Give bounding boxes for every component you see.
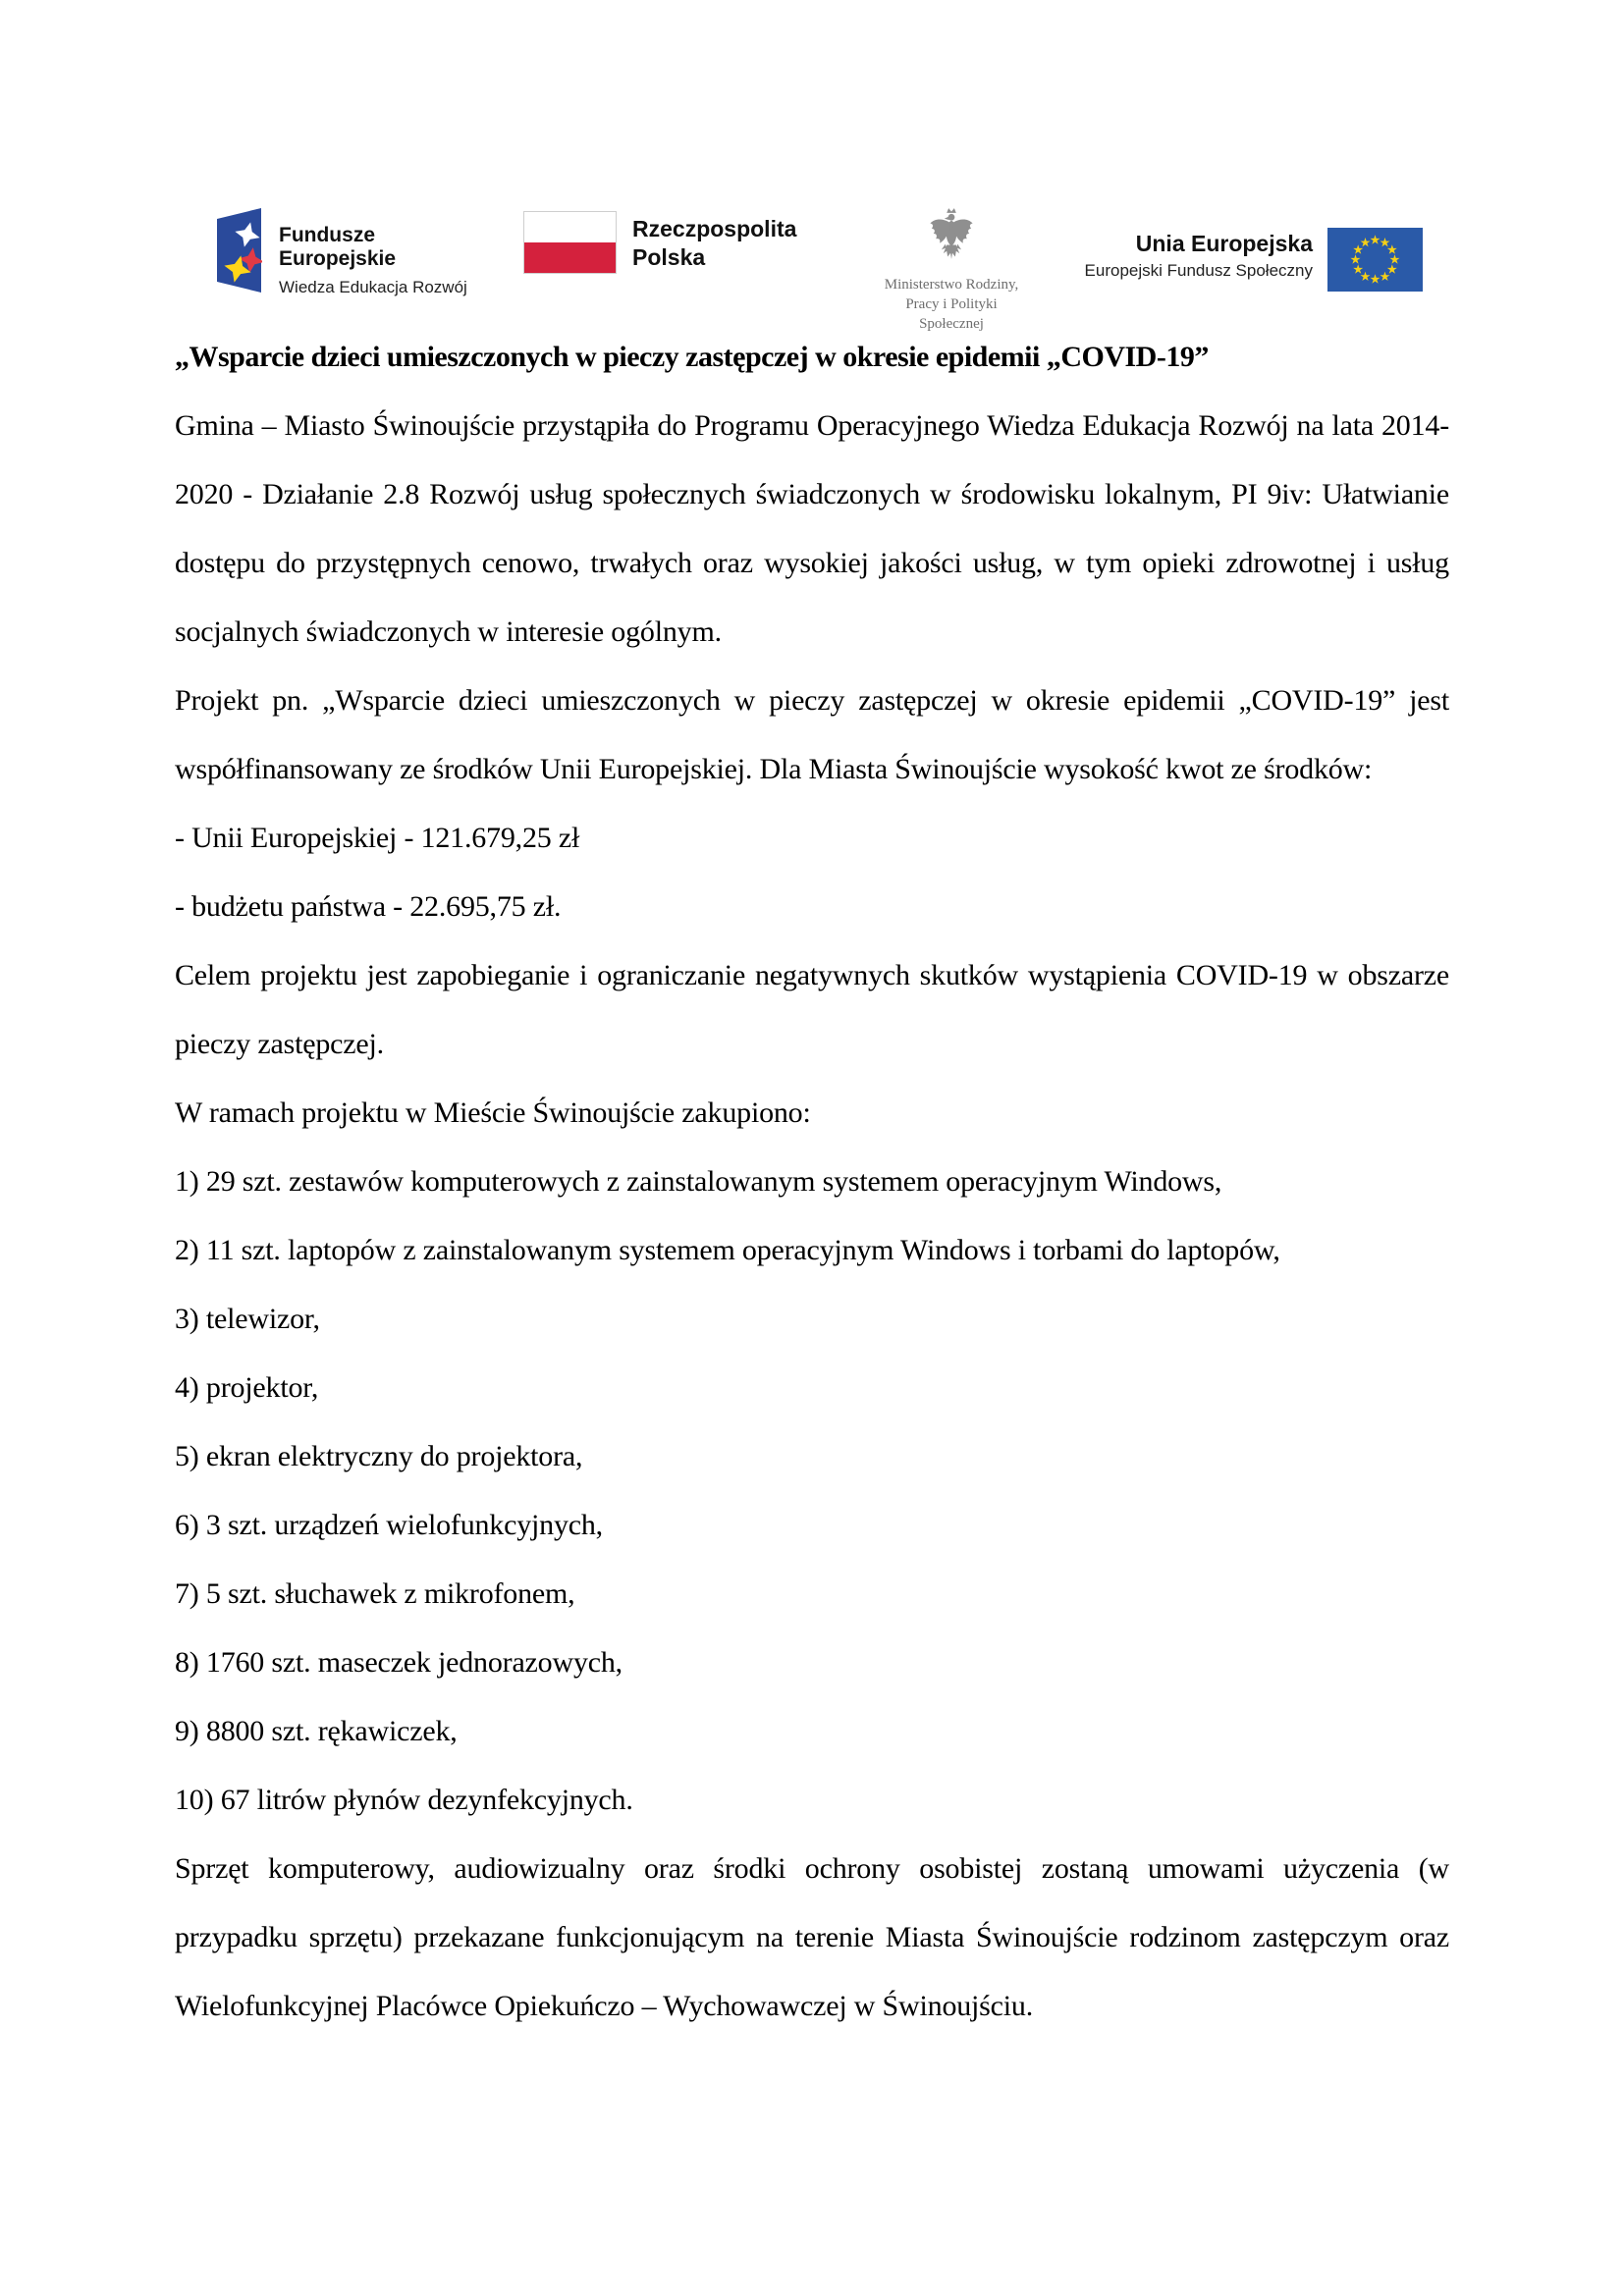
document-title: „Wsparcie dzieci umieszczonych w pieczy zastępczej w okresie epidemii „COVID-19” xyxy=(175,341,1209,373)
paragraph: 2) 11 szt. laptopów z zainstalowanym systemem operacyjnym Windows i torbami do laptopów, xyxy=(175,1234,1280,1266)
poland-name xyxy=(632,211,796,272)
eu-title: Unia Europejska xyxy=(1135,231,1313,256)
logo-ministerstwo xyxy=(874,206,1029,334)
paragraph: 4) projektor, xyxy=(175,1371,319,1404)
eu-flag-icon xyxy=(1327,228,1423,292)
paragraph: Sprzęt komputerowy, audiowizualny oraz środki ochrony osobistej zostaną umowami użyczenia (w przypadku sprzętu) przekazane funkcjonującym na terenie Miasta Świnoujście rodzinom zastępczym oraz Wielofunkcyjnej Placówce Opiekuńczo – Wychowawczej w Świnoujściu. xyxy=(175,1852,1449,2022)
eu-text xyxy=(1085,228,1313,280)
poland-name-line1: Rzeczpospolita xyxy=(632,216,797,241)
eu-subtitle: Europejski Fundusz Społeczny xyxy=(1084,261,1313,280)
logo-unia-europejska xyxy=(1085,228,1423,292)
fundusze-title-line2: Europejskie xyxy=(279,247,397,270)
paragraph: 5) ekran elektryczny do projektora, xyxy=(175,1440,583,1472)
logo-header xyxy=(0,0,1624,332)
document-content xyxy=(175,323,1449,2041)
ministry-eagle-icon xyxy=(928,206,975,262)
paragraph: Celem projektu jest zapobieganie i ograniczanie negatywnych skutków wystąpienia COVID-19 w obszarze pieczy zastępczej. xyxy=(175,959,1449,1060)
document-body xyxy=(175,392,1449,2041)
paragraph: 7) 5 szt. słuchawek z mikrofonem, xyxy=(175,1577,575,1610)
logo-rzeczpospolita-polska xyxy=(523,211,796,274)
ministry-name-line1: Ministerstwo Rodziny, xyxy=(884,277,1019,293)
fundusze-europejskie-flag-icon xyxy=(216,208,262,293)
paragraph: 10) 67 litrów płynów dezynfekcyjnych. xyxy=(175,1784,633,1816)
paragraph: - budżetu państwa - 22.695,75 zł. xyxy=(175,890,562,923)
paragraph: 8) 1760 szt. maseczek jednorazowych, xyxy=(175,1646,623,1679)
logo-fundusze-europejskie xyxy=(216,208,467,296)
paragraph: W ramach projektu w Mieście Świnoujście zakupiono: xyxy=(175,1096,811,1129)
fundusze-europejskie-text xyxy=(279,208,467,296)
paragraph: 6) 3 szt. urządzeń wielofunkcyjnych, xyxy=(175,1509,603,1541)
fundusze-title-line1: Fundusze xyxy=(279,224,375,246)
paragraph: 9) 8800 szt. rękawiczek, xyxy=(175,1715,458,1747)
paragraph: 3) telewizor, xyxy=(175,1303,320,1335)
paragraph: 1) 29 szt. zestawów komputerowych z zainstalowanym systemem operacyjnym Windows, xyxy=(175,1165,1222,1198)
poland-name-line2: Polska xyxy=(632,244,706,270)
poland-flag-icon xyxy=(523,211,617,274)
fundusze-subtitle: Wiedza Edukacja Rozwój xyxy=(279,278,467,296)
paragraph: Gmina – Miasto Świnoujście przystąpiła do Programu Operacyjnego Wiedza Edukacja Rozwój na lata 2014-2020 - Działanie 2.8 Rozwój usług społecznych świadczonych w środowisku lokalnym, PI 9iv: Ułatwianie dostępu do przystępnych cenowo, trwałych oraz wysokiej jakości usług, w tym opieki zdrowotnej i usług socjalnych świadczonych w interesie ogólnym. xyxy=(175,409,1449,648)
paragraph: Projekt pn. „Wsparcie dzieci umieszczonych w pieczy zastępczej w okresie epidemii „COVID-19” jest współfinansowany ze środków Unii Europejskiej. Dla Miasta Świnoujście wysokość kwot ze środków: xyxy=(175,684,1449,785)
ministry-name-line2: Pracy i Polityki Społecznej xyxy=(905,296,998,332)
paragraph: - Unii Europejskiej - 121.679,25 zł xyxy=(175,822,580,854)
